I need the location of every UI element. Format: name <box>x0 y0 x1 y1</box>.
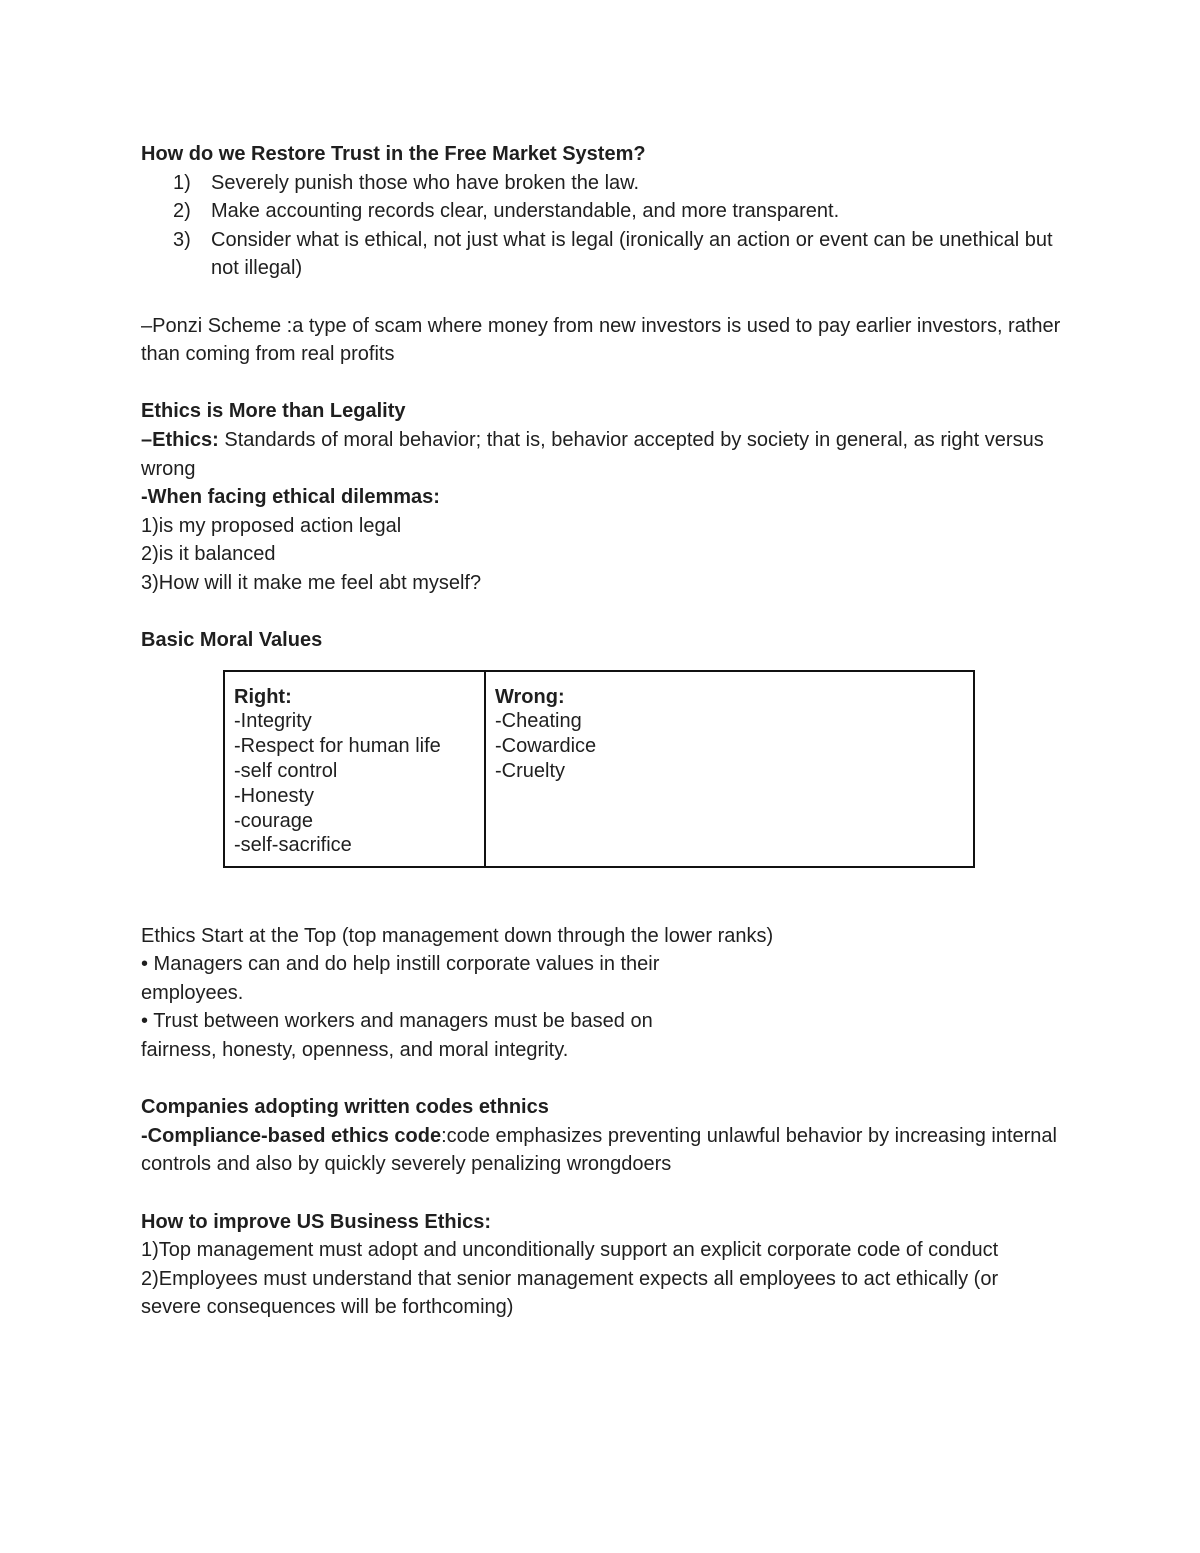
ethics-text: Standards of moral behavior; that is, behavior accepted by society in general, as right versus wrong <box>141 428 1044 480</box>
right-item: -Respect for human life <box>234 735 441 758</box>
moral-values-table <box>223 670 975 868</box>
right-item: -Honesty <box>234 784 315 807</box>
wrong-item: -Cheating <box>495 710 582 733</box>
dilemma-item: 2)is it balanced <box>141 543 276 566</box>
improve-item: 1)Top management must adopt and unconditionally support an explicit corporate code of conduct <box>141 1239 999 1262</box>
restore-trust-list <box>141 169 1061 283</box>
heading-improve-ethics: How to improve US Business Ethics: <box>141 1210 492 1233</box>
list-item: 2) Make accounting records clear, understandable, and more transparent. <box>173 200 840 223</box>
dilemma-item: 3)How will it make me feel abt myself? <box>141 571 482 594</box>
document-body <box>141 140 1061 1322</box>
wrong-item: -Cruelty <box>495 760 566 783</box>
heading-written-codes: Companies adopting written codes ethnics <box>141 1096 549 1119</box>
right-item: -self control <box>234 760 338 783</box>
list-item: 1) Severely punish those who have broken the law. <box>173 171 640 194</box>
bullet-line: employees. <box>141 981 244 1004</box>
heading-basic-moral-values: Basic Moral Values <box>141 629 323 652</box>
bullet-line: • Managers can and do help instill corporate values in their <box>141 953 660 976</box>
compliance-text: :code emphasizes preventing unlawful behavior by increasing internal controls and also by quickly severely penalizing wrongdoers <box>141 1124 1057 1176</box>
bullet-line: • Trust between workers and managers must be based on <box>141 1010 653 1033</box>
heading-restore-trust: How do we Restore Trust in the Free Market System? <box>141 143 646 165</box>
improve-item: 2)Employees must understand that senior management expects all employees to act ethically (or severe consequences will be forthcoming) <box>141 1267 999 1319</box>
compliance-definition <box>141 1122 1061 1179</box>
heading-ethics-legality: Ethics is More than Legality <box>141 400 406 423</box>
wrong-item: -Cowardice <box>495 735 597 758</box>
compliance-label: -Compliance-based ethics code <box>141 1124 442 1147</box>
dilemma-item: 1)is my proposed action legal <box>141 514 402 537</box>
right-item: -Integrity <box>234 710 312 733</box>
ethics-definition <box>141 426 1061 483</box>
right-item: -self-sacrifice <box>234 834 352 857</box>
ponzi-definition: –Ponzi Scheme :a type of scam where money from new investors is used to pay earlier investors, rather than coming from real profits <box>141 314 1061 366</box>
list-item: 3) Consider what is ethical, not just what is legal (ironically an action or event can be unethical but not illegal) <box>173 228 1053 280</box>
right-item: -courage <box>234 809 313 832</box>
right-column <box>225 672 486 866</box>
dilemmas-label: -When facing ethical dilemmas: <box>141 486 440 509</box>
right-label: Right: <box>234 685 292 708</box>
ethics-label: –Ethics: <box>141 428 219 451</box>
wrong-column <box>486 672 973 866</box>
ethics-start-top: Ethics Start at the Top (top management down through the lower ranks) <box>141 924 774 947</box>
bullet-line: fairness, honesty, openness, and moral integrity. <box>141 1039 569 1062</box>
wrong-label: Wrong: <box>495 685 565 708</box>
